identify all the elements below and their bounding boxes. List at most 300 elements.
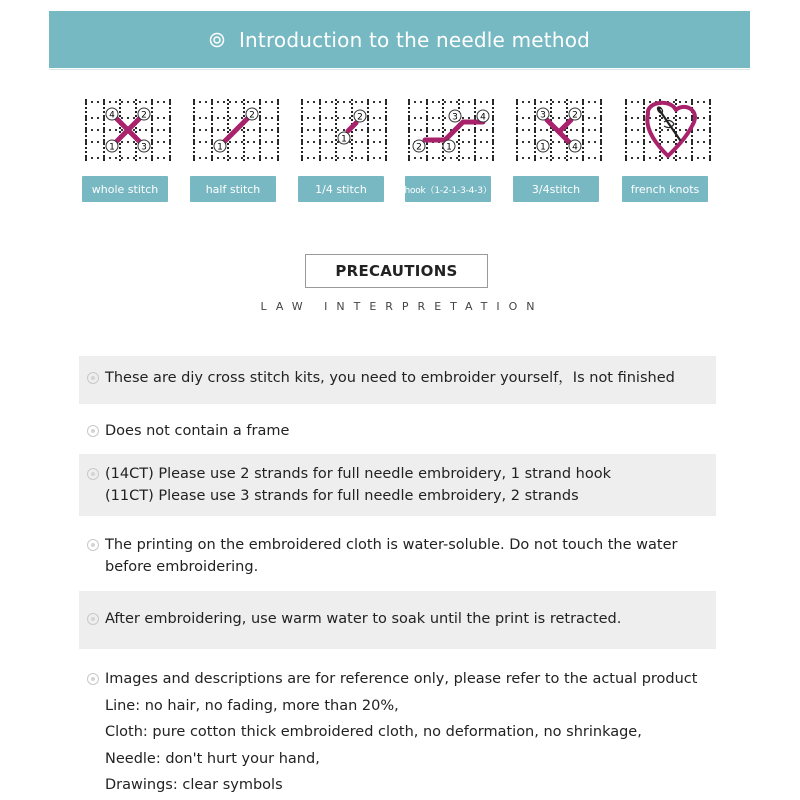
- grid-dot: [337, 129, 339, 131]
- grid-dot: [659, 99, 661, 101]
- grid-dot: [151, 151, 153, 153]
- grid-dot: [193, 151, 195, 153]
- grid-dot: [331, 101, 333, 103]
- grid-dot: [205, 157, 207, 159]
- grid-dot: [313, 117, 315, 119]
- grid-dot: [227, 143, 229, 145]
- grid-dot: [691, 155, 693, 157]
- grid-dot: [709, 119, 711, 121]
- grid-dot: [127, 101, 129, 103]
- grid-dot: [319, 127, 321, 129]
- grid-dot: [661, 117, 663, 119]
- grid-dot: [243, 135, 245, 137]
- grid-dot: [169, 129, 171, 131]
- grid-dot: [301, 155, 303, 157]
- grid-dot: [546, 157, 548, 159]
- grid-dot: [691, 115, 693, 117]
- grid-dot: [385, 141, 387, 143]
- quarter-stitch-diagram-icon: [294, 96, 394, 164]
- grid-dot: [462, 129, 464, 131]
- grid-dot: [408, 129, 410, 131]
- grid-dot: [259, 135, 261, 137]
- grid-dot: [697, 141, 699, 143]
- grid-dot: [85, 123, 87, 125]
- grid-dot: [277, 129, 279, 131]
- grid-dot: [534, 143, 536, 145]
- grid-dot: [691, 147, 693, 149]
- grid-dot: [193, 129, 195, 131]
- grid-dot: [335, 143, 337, 145]
- grid-dot: [211, 111, 213, 113]
- grid-dot: [426, 151, 428, 153]
- grid-dot: [408, 101, 410, 103]
- grid-dot: [199, 117, 201, 119]
- grid-dot: [235, 117, 237, 119]
- grid-dot: [534, 155, 536, 157]
- grid-dot: [97, 129, 99, 131]
- grid-dot: [558, 117, 560, 119]
- grid-dot: [265, 141, 267, 143]
- grid-dot: [335, 115, 337, 117]
- grid-dot: [169, 115, 171, 117]
- grid-dot: [426, 131, 428, 133]
- grid-dot: [564, 157, 566, 159]
- grid-dot: [385, 143, 387, 145]
- grid-dot: [151, 107, 153, 109]
- grid-dot: [211, 129, 213, 131]
- grid-dot: [97, 117, 99, 119]
- grid-dot: [271, 129, 273, 131]
- grid-dot: [675, 159, 677, 161]
- grid-dot: [480, 157, 482, 159]
- grid-dot: [600, 111, 602, 113]
- grid-dot: [697, 117, 699, 119]
- grid-dot: [103, 99, 105, 101]
- grid-dot: [151, 115, 153, 117]
- grid-dot: [211, 147, 213, 149]
- grid-dot: [582, 123, 584, 125]
- grid-dot: [211, 151, 213, 153]
- grid-dot: [659, 123, 661, 125]
- grid-dot: [379, 141, 381, 143]
- grid-dot: [408, 139, 410, 141]
- grid-dot: [582, 139, 584, 141]
- grid-dot: [566, 147, 568, 149]
- grid-dot: [540, 157, 542, 159]
- stitch-number: 1: [217, 142, 223, 153]
- grid-dot: [534, 129, 536, 131]
- grid-dot: [103, 155, 105, 157]
- grid-dot: [331, 157, 333, 159]
- grid-dot: [151, 99, 153, 101]
- grid-dot: [426, 135, 428, 137]
- grid-dot: [673, 117, 675, 119]
- grid-dot: [119, 143, 121, 145]
- grid-dot: [637, 117, 639, 119]
- grid-dot: [343, 101, 345, 103]
- grid-dot: [335, 159, 337, 161]
- grid-dot: [480, 141, 482, 143]
- stitch-number: 2: [357, 112, 363, 123]
- grid-dot: [351, 159, 353, 161]
- grid-dot: [307, 141, 309, 143]
- grid-dot: [625, 143, 627, 145]
- grid-dot: [709, 143, 711, 145]
- grid-dot: [420, 101, 422, 103]
- grid-dot: [480, 101, 482, 103]
- grid-dot: [474, 107, 476, 109]
- grid-dot: [319, 131, 321, 133]
- grid-dot: [673, 141, 675, 143]
- grid-dot: [552, 117, 554, 119]
- stitch-number: 1: [446, 142, 452, 153]
- bullet-icon: [87, 468, 99, 480]
- grid-dot: [474, 135, 476, 137]
- grid-dot: [534, 131, 536, 133]
- grid-dot: [625, 147, 627, 149]
- grid-dot: [119, 103, 121, 105]
- grid-dot: [492, 123, 494, 125]
- grid-dot: [115, 157, 117, 159]
- grid-dot: [600, 129, 602, 131]
- grid-dot: [335, 119, 337, 121]
- grid-dot: [151, 117, 153, 119]
- grid-dot: [135, 147, 137, 149]
- bullet-icon: [87, 372, 99, 384]
- grid-dot: [516, 131, 518, 133]
- grid-dot: [516, 147, 518, 149]
- grid-dot: [193, 111, 195, 113]
- grid-dot: [442, 151, 444, 153]
- grid-dot: [385, 117, 387, 119]
- grid-dot: [625, 151, 627, 153]
- grid-dot: [335, 131, 337, 133]
- grid-dot: [426, 143, 428, 145]
- grid-dot: [205, 141, 207, 143]
- grid-dot: [408, 141, 410, 143]
- grid-dot: [169, 159, 171, 161]
- grid-dot: [625, 139, 627, 141]
- grid-dot: [691, 143, 693, 145]
- grid-dot: [135, 127, 137, 129]
- grid-dot: [85, 159, 87, 161]
- grid-dot: [133, 129, 135, 131]
- grid-dot: [649, 141, 651, 143]
- grid-dot: [558, 141, 560, 143]
- grid-dot: [643, 101, 645, 103]
- grid-dot: [211, 139, 213, 141]
- grid-dot: [151, 155, 153, 157]
- grid-dot: [351, 151, 353, 153]
- grid-dot: [115, 101, 117, 103]
- grid-dot: [550, 139, 552, 141]
- precaution-text: Images and descriptions are for reference only, please refer to the actual product: [105, 671, 698, 687]
- grid-dot: [121, 157, 123, 159]
- grid-dot: [385, 111, 387, 113]
- grid-dot: [426, 101, 428, 103]
- grid-dot: [385, 107, 387, 109]
- grid-dot: [588, 157, 590, 159]
- grid-dot: [367, 103, 369, 105]
- grid-dot: [351, 131, 353, 133]
- grid-dot: [127, 141, 129, 143]
- grid-dot: [135, 103, 137, 105]
- grid-dot: [301, 159, 303, 161]
- grid-dot: [703, 117, 705, 119]
- grid-dot: [637, 141, 639, 143]
- grid-dot: [121, 101, 123, 103]
- grid-dot: [516, 101, 518, 103]
- grid-dot: [582, 155, 584, 157]
- grid-dot: [550, 103, 552, 105]
- grid-dot: [625, 129, 627, 131]
- grid-dot: [474, 141, 476, 143]
- grid-dot: [343, 117, 345, 119]
- grid-dot: [426, 157, 428, 159]
- grid-dot: [661, 129, 663, 131]
- grid-dot: [474, 157, 476, 159]
- grid-dot: [426, 119, 428, 121]
- grid-dot: [643, 135, 645, 137]
- grid-dot: [157, 157, 159, 159]
- grid-dot: [193, 131, 195, 133]
- grid-dot: [127, 117, 129, 119]
- grid-dot: [169, 131, 171, 133]
- grid-dot: [163, 129, 165, 131]
- precaution-text: (14CT) Please use 2 strands for full needle embroidery, 1 strand hook: [105, 466, 612, 482]
- grid-dot: [227, 103, 229, 105]
- grid-dot: [582, 159, 584, 161]
- grid-dot: [355, 141, 357, 143]
- grid-dot: [691, 117, 693, 119]
- grid-dot: [492, 139, 494, 141]
- grid-dot: [193, 107, 195, 109]
- grid-dot: [227, 111, 229, 113]
- grid-dot: [697, 101, 699, 103]
- grid-dot: [259, 155, 261, 157]
- grid-dot: [335, 99, 337, 101]
- precaution-item: [79, 454, 716, 516]
- grid-dot: [444, 129, 446, 131]
- grid-dot: [408, 159, 410, 161]
- grid-dot: [351, 99, 353, 101]
- grid-dot: [301, 151, 303, 153]
- grid-dot: [408, 143, 410, 145]
- grid-dot: [229, 157, 231, 159]
- grid-dot: [211, 127, 213, 129]
- grid-dot: [85, 141, 87, 143]
- grid-dot: [133, 117, 135, 119]
- grid-dot: [169, 107, 171, 109]
- grid-dot: [582, 135, 584, 137]
- grid-dot: [205, 129, 207, 131]
- grid-dot: [367, 129, 369, 131]
- grid-dot: [659, 127, 661, 129]
- grid-dot: [594, 129, 596, 131]
- grid-dot: [151, 119, 153, 121]
- grid-dot: [265, 117, 267, 119]
- grid-dot: [442, 135, 444, 137]
- grid-dot: [385, 147, 387, 149]
- grid-dot: [277, 107, 279, 109]
- grid-dot: [637, 101, 639, 103]
- grid-dot: [227, 155, 229, 157]
- grid-dot: [259, 99, 261, 101]
- grid-dot: [319, 123, 321, 125]
- grid-dot: [337, 157, 339, 159]
- grid-dot: [193, 127, 195, 129]
- grid-dot: [103, 107, 105, 109]
- grid-dot: [193, 143, 195, 145]
- grid-dot: [709, 127, 711, 129]
- grid-dot: [355, 129, 357, 131]
- bullet-icon: [87, 425, 99, 437]
- grid-dot: [355, 101, 357, 103]
- grid-dot: [659, 135, 661, 137]
- grid-dot: [379, 129, 381, 131]
- grid-dot: [474, 111, 476, 113]
- grid-dot: [331, 141, 333, 143]
- grid-dot: [319, 139, 321, 141]
- grid-dot: [588, 141, 590, 143]
- grid-dot: [103, 119, 105, 121]
- grid-dot: [516, 129, 518, 131]
- stitch-number: 3: [452, 112, 458, 123]
- grid-dot: [235, 157, 237, 159]
- grid-dot: [241, 117, 243, 119]
- grid-dot: [570, 129, 572, 131]
- grid-dot: [426, 123, 428, 125]
- grid-dot: [169, 157, 171, 159]
- grid-dot: [301, 123, 303, 125]
- grid-dot: [325, 101, 327, 103]
- grid-dot: [133, 101, 135, 103]
- grid-dot: [103, 129, 105, 131]
- grid-dot: [119, 111, 121, 113]
- grid-dot: [667, 129, 669, 131]
- grid-dot: [313, 157, 315, 159]
- grid-dot: [103, 147, 105, 149]
- grid-dot: [492, 143, 494, 145]
- grid-dot: [121, 129, 123, 131]
- grid-dot: [600, 159, 602, 161]
- grid-dot: [474, 151, 476, 153]
- grid-dot: [414, 157, 416, 159]
- precaution-text: These are diy cross stitch kits, you need to embroider yourself，Is not finished: [105, 370, 675, 386]
- grid-dot: [85, 129, 87, 131]
- grid-dot: [253, 157, 255, 159]
- grid-dot: [522, 117, 524, 119]
- grid-dot: [319, 141, 321, 143]
- grid-dot: [119, 127, 121, 129]
- grid-dot: [385, 115, 387, 117]
- grid-dot: [121, 141, 123, 143]
- grid-dot: [211, 141, 213, 143]
- stitch-label: whole stitch: [82, 176, 168, 202]
- grid-dot: [277, 141, 279, 143]
- grid-dot: [235, 141, 237, 143]
- grid-dot: [337, 101, 339, 103]
- grid-dot: [301, 139, 303, 141]
- grid-dot: [135, 155, 137, 157]
- grid-dot: [492, 135, 494, 137]
- grid-dot: [351, 147, 353, 149]
- precaution-item: [79, 666, 716, 796]
- grid-dot: [227, 107, 229, 109]
- grid-dot: [157, 101, 159, 103]
- grid-dot: [408, 111, 410, 113]
- grid-dot: [594, 141, 596, 143]
- grid-dot: [564, 101, 566, 103]
- grid-dot: [474, 115, 476, 117]
- grid-dot: [385, 103, 387, 105]
- grid-dot: [659, 151, 661, 153]
- grid-dot: [259, 119, 261, 121]
- grid-dot: [367, 99, 369, 101]
- grid-dot: [145, 129, 147, 131]
- grid-dot: [588, 117, 590, 119]
- grid-dot: [243, 155, 245, 157]
- grid-dot: [119, 147, 121, 149]
- grid-dot: [265, 129, 267, 131]
- grid-dot: [247, 157, 249, 159]
- grid-dot: [703, 101, 705, 103]
- grid-dot: [649, 101, 651, 103]
- grid-dot: [373, 117, 375, 119]
- grid-dot: [625, 117, 627, 119]
- grid-dot: [462, 141, 464, 143]
- grid-dot: [253, 129, 255, 131]
- grid-dot: [193, 147, 195, 149]
- grid-dot: [243, 143, 245, 145]
- grid-dot: [643, 147, 645, 149]
- grid-dot: [709, 117, 711, 119]
- grid-dot: [169, 147, 171, 149]
- grid-dot: [271, 157, 273, 159]
- grid-dot: [492, 111, 494, 113]
- grid-dot: [516, 155, 518, 157]
- grid-dot: [367, 101, 369, 103]
- grid-dot: [442, 159, 444, 161]
- grid-dot: [442, 127, 444, 129]
- precaution-text: before embroidering.: [105, 559, 259, 575]
- grid-dot: [625, 127, 627, 129]
- grid-dot: [550, 107, 552, 109]
- grid-dot: [243, 107, 245, 109]
- grid-dot: [301, 157, 303, 159]
- grid-dot: [492, 99, 494, 101]
- grid-dot: [211, 155, 213, 157]
- grid-dot: [566, 151, 568, 153]
- grid-dot: [458, 155, 460, 157]
- grid-dot: [85, 143, 87, 145]
- grid-dot: [227, 151, 229, 153]
- grid-dot: [385, 131, 387, 133]
- grid-dot: [301, 129, 303, 131]
- grid-dot: [582, 99, 584, 101]
- grid-dot: [103, 131, 105, 133]
- grid-dot: [151, 135, 153, 137]
- grid-dot: [151, 103, 153, 105]
- grid-dot: [205, 117, 207, 119]
- grid-dot: [582, 129, 584, 131]
- grid-dot: [462, 117, 464, 119]
- grid-dot: [516, 103, 518, 105]
- grid-dot: [151, 141, 153, 143]
- stitch-number: 4: [572, 142, 578, 153]
- grid-dot: [235, 101, 237, 103]
- grid-dot: [277, 99, 279, 101]
